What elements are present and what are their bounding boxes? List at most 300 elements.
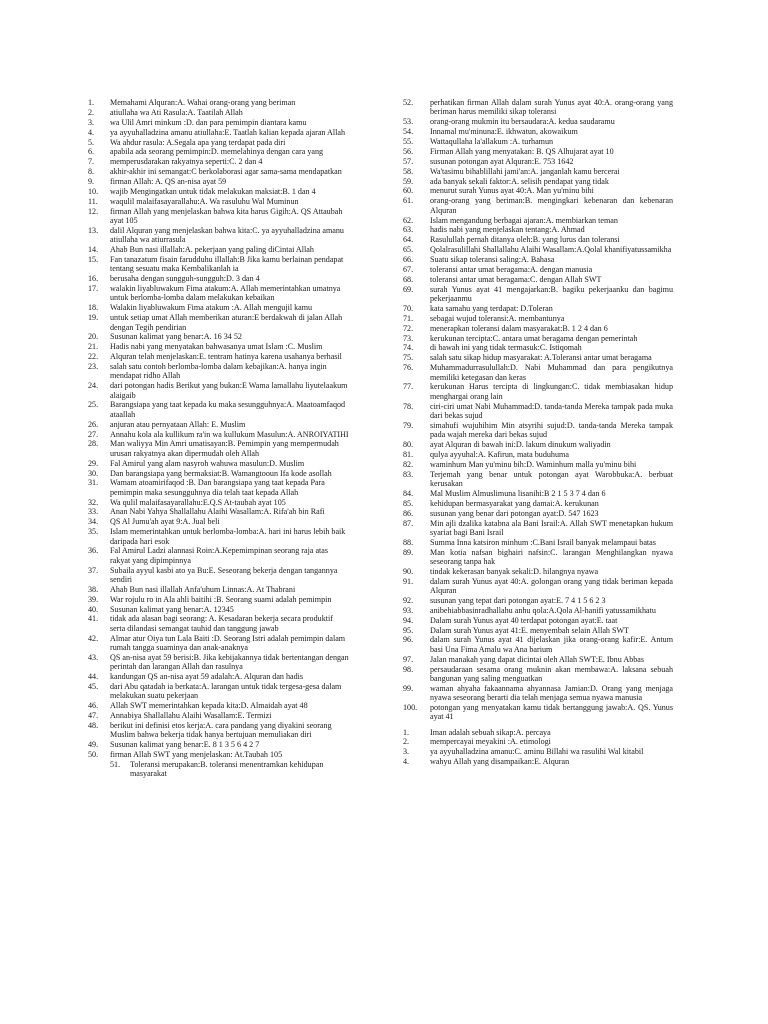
item-text: firman Allah yang menjelaskan bahwa kita harus Gigih:A. QS Attaubah ayat 105: [110, 206, 343, 226]
item-number: 25.: [88, 400, 99, 410]
list-item: [403, 196, 673, 215]
list-item: [403, 616, 673, 625]
item-text: salah satu sikap hidup masyarakat: A.Toleransi antar umat beragama: [430, 353, 652, 363]
item-number: 2.: [88, 107, 95, 117]
item-number: 73.: [403, 333, 414, 343]
list-item: [88, 750, 350, 759]
list-item: [88, 342, 350, 351]
list-item: [88, 118, 350, 127]
list-item: [88, 420, 350, 429]
list-item: [88, 197, 350, 206]
list-item: [88, 439, 350, 458]
list-item: [403, 460, 673, 469]
item-text: Ahab Bun nasi illallah:A. pekerjaan yang paling diCintai Allah: [110, 245, 314, 255]
list-item: [88, 157, 350, 166]
list-item: [88, 605, 350, 614]
list-item: [403, 186, 673, 195]
list-item: [403, 117, 673, 126]
list-item: [403, 382, 673, 401]
list-item: [88, 653, 350, 672]
item-number: 71.: [403, 313, 414, 323]
item-number: 70.: [403, 303, 414, 313]
item-text: Allah SWT memerintahkan kepada kita:D. Almaidah ayat 48: [110, 701, 308, 711]
item-number: 13.: [88, 225, 99, 235]
item-number: 96.: [403, 635, 414, 645]
item-number: 84.: [403, 488, 414, 498]
item-number: 94.: [403, 615, 414, 625]
item-number: 58.: [403, 166, 414, 176]
item-number: 18.: [88, 303, 99, 313]
item-number: 26.: [88, 419, 99, 429]
item-text: waqulil malaifasayarallahu:A. Wa rasuluhu Wal Muminun: [110, 196, 299, 206]
list-item: [88, 128, 350, 137]
item-text: toleransi antar umat beragama:C. dengan Allah SWT: [430, 274, 602, 284]
item-number: 29.: [88, 458, 99, 468]
item-text: War rojulu ro in Ala ahli baitihi :B. Seorang suami adalah pemimpin: [110, 594, 332, 604]
list-item: [88, 517, 350, 526]
item-number: 33.: [88, 507, 99, 517]
item-number: 76.: [403, 363, 414, 373]
item-number: 66.: [403, 255, 414, 265]
item-number: 83.: [403, 469, 414, 479]
item-text: dari potongan hadis Berikut yang bukan:E Wama lamallahu liyutelaakum alaigaib: [110, 381, 348, 400]
list-item: [88, 585, 350, 594]
list-item: [88, 332, 350, 341]
list-item: [403, 548, 673, 567]
list-item: [403, 324, 673, 333]
item-number: 4.: [88, 127, 95, 137]
item-number: 56.: [403, 146, 414, 156]
list-item: [403, 470, 673, 489]
item-text: Barangsiapa yang taat kepada ku maka sesungguhnya:A. Maatoamfaqod ataallah: [110, 400, 346, 419]
item-text: Rasulullah pernah ditanya oleh:B. yang lurus dan toleransi: [430, 235, 620, 245]
list-item: [403, 655, 673, 664]
item-text: orang-orang yang beriman:B. mengingkari kebenaran dan kebenaran Alquran: [430, 196, 673, 215]
item-text: Fan tanazatum fisain farudduhu illallah:B Jika kamu berlainan pendapat tentang sesuatu maka Kembalikanlah ia: [110, 255, 344, 274]
list-item: [403, 728, 673, 737]
item-number: 44.: [88, 672, 99, 682]
item-number: 57.: [403, 156, 414, 166]
item-number: 79.: [403, 420, 414, 430]
item-number: 2.: [403, 737, 410, 747]
item-number: 6.: [88, 147, 95, 157]
item-text: dari Abu qatadah ia berkata:A. larangan untuk tidak tergesa-gesa dalam melakukan suatu pekerjaan: [110, 681, 342, 701]
list-item: [403, 314, 673, 323]
list-item: [403, 402, 673, 421]
item-text: Wa ahdur rasula: A.Segala apa yang terdapat pada diri: [110, 137, 286, 147]
list-item: [88, 498, 350, 507]
right-column: [403, 98, 673, 767]
item-number: 15.: [88, 255, 99, 265]
item-text: perhatikan firman Allah dalam surah Yunus ayat 40:A. orang-orang yang beriman harus memiliki sikap toleransi: [430, 98, 673, 117]
item-text: hadis nabi yang menjelaskan tentang:A. Ahmad: [430, 225, 585, 235]
item-number: 74.: [403, 343, 414, 353]
list-item: [88, 546, 350, 565]
list-item: [403, 157, 673, 166]
item-number: 19.: [88, 313, 99, 323]
item-number: 48.: [88, 720, 99, 730]
list-item: [88, 566, 350, 585]
list-item: [88, 701, 350, 710]
item-text: orang-orang mukmin itu bersaudara:A. kedua saudaramu: [430, 117, 615, 127]
item-text: Toleransi merupakan:B. toleransi menentramkan kehidupan masyarakat: [130, 759, 324, 779]
item-number: 16.: [88, 274, 99, 284]
item-text: Dan barangsiapa yang bermaksiat:B. Wamangtooun Ifa kode asollah: [110, 468, 332, 478]
item-number: 77.: [403, 382, 414, 392]
list-item: [88, 226, 350, 245]
list-item: [88, 108, 350, 117]
list-item: [88, 507, 350, 516]
item-number: 64.: [403, 235, 414, 245]
item-number: 36.: [88, 546, 99, 556]
item-text: Susunan kalimat yang benar:E. 8 1 3 5 6 4 2 7: [110, 740, 260, 750]
item-text: Susunan kalimat yang benar:A. 12345: [110, 604, 234, 614]
item-number: 99.: [403, 683, 414, 693]
item-number: 21.: [88, 342, 99, 352]
item-number: 1.: [403, 727, 410, 737]
item-text: menurut surah Yunus ayat 40:A. Man yu'minu bihi: [430, 186, 594, 196]
item-number: 80.: [403, 440, 414, 450]
item-number: 11.: [88, 196, 98, 206]
item-number: 39.: [88, 594, 99, 604]
list-item: [403, 245, 673, 254]
right-question-list: [403, 98, 673, 722]
item-text: Qolalrasulillahi Shallallahu Alaihi Wasallam:A.Qolal khanifiyatussamikha: [430, 245, 672, 255]
item-text: di bawah ini yang tidak termasuk:C. Istiqomah: [430, 343, 582, 353]
item-text: kehidupan bermasyarakat yang damai:A. kerukunan: [430, 498, 599, 508]
item-number: 61.: [403, 196, 414, 206]
item-number: 41.: [88, 614, 99, 624]
list-item: [403, 235, 673, 244]
item-text: firman Allah: A. QS an-nisa ayat 59: [110, 177, 227, 187]
list-item: [403, 265, 673, 274]
item-text: Iman adalah sebuah sikap:A. percaya: [430, 727, 551, 737]
item-text: anjuran atau pernyataan Allah: E. Muslim: [110, 419, 246, 429]
item-number: 67.: [403, 264, 414, 274]
item-text: dalam surah Yunus ayat 40:A. golongan orang yang tidak beriman kepada Alquran: [430, 576, 673, 595]
item-text: Wa'tasimu bihablillahi jami'an:A. janganlah kamu bercerai: [430, 166, 620, 176]
item-text: Terjemah yang benar untuk potongan ayat Warobbuka:A. berbuat kerusakan: [430, 469, 673, 488]
right-sub-list: [403, 728, 673, 767]
list-item: [88, 595, 350, 604]
list-item: [403, 353, 673, 362]
item-number: 52.: [403, 98, 414, 107]
list-item: [88, 740, 350, 749]
item-text: Susunan kalimat yang benar:A. 16 34 52: [110, 332, 242, 342]
list-item: [88, 381, 350, 400]
list-item: [88, 672, 350, 681]
item-text: waman ahyaha fakaannama ahyannasa Jamian:D. Orang yang menjaga nyawa seseorang berarti dia telah menjaga semua nyawa manusia: [430, 683, 673, 703]
list-item: [88, 274, 350, 283]
list-item: [403, 216, 673, 225]
item-number: 75.: [403, 353, 414, 363]
item-text: susunan yang benar dari potongan ayat:D. 547 1623: [430, 508, 599, 518]
item-text: Firman Allah yang menyatakan: B. QS Alhujarat ayat 10: [430, 146, 614, 156]
list-item: [403, 519, 673, 538]
item-number: 34.: [88, 517, 99, 527]
list-item: [403, 304, 673, 313]
list-item: [88, 303, 350, 312]
item-number: 32.: [88, 497, 99, 507]
list-item: [403, 489, 673, 498]
list-item: [88, 207, 350, 226]
list-item: [403, 665, 673, 684]
item-text: wa Ulil Amri minkum :D. dan para pemimpin diantara kamu: [110, 117, 307, 127]
item-text: Anan Nabi Yahya Shallallahu Alaihi Wasallam:A. Rifa'ah bin Rafi: [110, 507, 325, 517]
list-item: [88, 400, 350, 419]
item-number: 5.: [88, 137, 95, 147]
item-text: Wattaqullaha la'allakum :A. turhamun: [430, 136, 554, 146]
item-text: berikut ini definisi etos kerja:A. cara pandang yang diyakini seorang Muslim bahwa bekerja tidak hanya bertujuan memuliakan diri: [110, 720, 332, 740]
item-text: Walakin liyabluwakum Fima atakum :A. Allah mengujil kamu: [110, 303, 313, 313]
list-item: [403, 98, 673, 117]
item-text: Memahami Alquran:A. Wahai orang-orang yang beriman: [110, 98, 296, 107]
item-number: 38.: [88, 584, 99, 594]
item-text: kerukunan Harus tercipta di lingkungan:C. tidak membiasakan hidup menghargai orang lain: [430, 382, 673, 401]
item-number: 42.: [88, 633, 99, 643]
item-text: anibehiabbasinradhallahu anhu qola:A.Qola Al-hanifi yatussamikhatu: [430, 605, 656, 615]
item-number: 93.: [403, 605, 414, 615]
item-number: 49.: [88, 740, 99, 750]
item-text: dalam surah Yunus ayat 41 dijelaskan jika orang-orang kafir:E. Antum basi Una Fima Amalu wa Ana barium: [430, 635, 673, 654]
list-item: [403, 703, 673, 722]
list-item: [403, 167, 673, 176]
item-text: akhir-akhir ini semangat:C berkolaborasi agar sama-sama mendapatkan: [110, 167, 342, 177]
item-text: Jalan manakah yang dapat dicintai oleh Allah SWT:E. Ibnu Abbas: [430, 654, 645, 664]
item-text: Ahab Bun nasi illallah Anfa'uhum Linnas:A. At Thabrani: [110, 584, 296, 594]
item-number: 22.: [88, 352, 99, 362]
item-number: 54.: [403, 127, 414, 137]
item-text: Dalam surah Yunus ayat 41:E. menyembah selain Allah SWT: [430, 625, 630, 635]
list-item: [88, 362, 350, 381]
item-number: 28.: [88, 439, 99, 449]
item-number: 3.: [403, 747, 410, 757]
item-number: 85.: [403, 498, 414, 508]
item-number: 90.: [403, 566, 414, 576]
item-number: 69.: [403, 284, 414, 294]
item-number: 20.: [88, 332, 99, 342]
list-item: [88, 430, 350, 439]
list-item: [403, 275, 673, 284]
item-text: QS Al Jumu'ah ayat 9:A. Jual beli: [110, 517, 220, 527]
item-text: wahyu Allah yang disampaikan:E. Alquran: [430, 757, 570, 767]
list-item: [403, 635, 673, 654]
item-text: Subaila ayyul kasbi ato ya Bu:E. Seseorang bekerja dengan tangannya sendiri: [110, 565, 338, 584]
list-item: [403, 747, 673, 756]
list-item: [88, 614, 350, 633]
item-text: Fal Amirul Ladzi alannasi Roin:A.Kepemimpinan seorang raja atas rakyat yang dipimpinnya: [110, 546, 329, 565]
list-item: [403, 137, 673, 146]
item-text: waminhum Man yu'minu bih:D. Waminhum malla yu'minu bihi: [430, 459, 637, 469]
item-number: 27.: [88, 429, 99, 439]
item-text: walakin liyabluwakum Fima atakum:A. Allah memerintahkan umatnya untuk berlomba-lomba dalam melakukan kebaikan: [110, 284, 341, 303]
list-item: [403, 757, 673, 766]
item-text: kandungan QS an-nisa ayat 59 adalah:A. Alquran dan hadis: [110, 672, 304, 682]
item-text: susunan yang tepat dari potongan ayat:E. 7 4 1 5 6 2 3: [430, 595, 606, 605]
item-text: Summa Inna katsiron minhum :C.Bani Israil banyak melampaui batas: [430, 537, 656, 547]
item-text: qulya ayyuhal:A. Kafirun, mata buduhuma: [430, 449, 569, 459]
item-number: 88.: [403, 537, 414, 547]
item-text: ciri-ciri umat Nabi Muhammad:D. tanda-tanda Mereka tampak pada muka dari bekas sujud: [430, 401, 673, 420]
item-number: 98.: [403, 664, 414, 674]
item-text: menerapkan toleransi dalam masyarakat:B. 1 2 4 dan 6: [430, 323, 608, 333]
item-text: ada banyak sekali faktor:A. selisih pendapat yang tidak: [430, 176, 609, 186]
item-text: Min ajli dzalika katabna ala Bani Israil:A. Allah SWT menetapkan hukum syariat bagi Bani Israil: [430, 518, 673, 537]
item-text: persaudaraan sesama orang muknin akan membawa:A. laksana sebuah bangunan yang saling menguatkan: [430, 664, 673, 683]
item-text: simahufi wujuhihim Min atsyrihi sujud:D. tanda-tanda Mereka tampak pada wajah mereka dari bekas sujud: [430, 420, 673, 440]
list-item: [88, 721, 350, 740]
list-item: [403, 684, 673, 703]
item-number: 45.: [88, 681, 99, 691]
item-text: Hadis nabi yang menyatakan bahwasanya umat Islam :C. Muslim: [110, 342, 323, 352]
item-text: mempercayai meyakini :A. etimologi: [430, 737, 551, 747]
item-number: 46.: [88, 701, 99, 711]
item-number: 8.: [88, 167, 95, 177]
list-item: [403, 147, 673, 156]
item-text: apabila ada seorang pemimpin:D. memelahinya dengan cara yang: [110, 147, 324, 157]
item-number: 12.: [88, 206, 99, 216]
item-number: 50.: [88, 749, 99, 759]
list-item: [403, 499, 673, 508]
item-number: 78.: [403, 401, 414, 411]
item-text: tidak ada alasan bagi seorang: A. Kesadaran bekerja secara produktif serta dilandasi semangat tauhid dan tanggung jawab: [110, 614, 333, 633]
item-text: Almar atur Oiya tun Lala Baiti :D. Seorang Istri adalah pemimpin dalam rumah tangga suaminya dan anak-anaknya: [110, 633, 346, 652]
left-column: [88, 98, 350, 779]
item-text: kata samahu yang terdapat: D.Toleran: [430, 303, 553, 313]
list-item: [88, 187, 350, 196]
list-item: [88, 469, 350, 478]
item-text: salah satu contoh berlomba-lomba dalam kebajikan:A. hanya ingin mendapat ridho Allah: [110, 362, 327, 381]
item-text: ya ayyuhalladzina amanu atiullaha:E. Taatlah kalian kepada ajaran Allah: [110, 127, 346, 137]
item-text: potongan yang menyatakan kamu tidak bertanggung jawab:A. QS. Yunus ayat 41: [430, 702, 673, 722]
item-number: 30.: [88, 468, 99, 478]
item-text: tindak kekerasan banyak sekali:D. hilangnya nyawa: [430, 566, 599, 576]
item-number: 7.: [88, 157, 95, 167]
list-item: [88, 760, 350, 779]
item-number: 53.: [403, 117, 414, 127]
item-number: 43.: [88, 652, 99, 662]
item-number: 55.: [403, 136, 414, 146]
item-text: Wa qulil malaifasayarallahu:E.Q.S At-taubah ayat 105: [110, 497, 286, 507]
item-text: ya ayyuhalladzina amanu:C. aminu Billahi wa rasulihi Wal kitabil: [430, 747, 644, 757]
item-number: 68.: [403, 274, 414, 284]
list-item: [403, 596, 673, 605]
item-number: 31.: [88, 478, 99, 488]
item-text: wajib Mengingatkan untuk tidak melakukan maksiat:B. 1 dan 4: [110, 187, 316, 197]
list-item: [88, 711, 350, 720]
list-item: [88, 478, 350, 497]
list-item: [88, 147, 350, 156]
item-text: Innamal mu'minuna:E. ikhwatun, akowaikum: [430, 127, 578, 137]
list-item: [88, 245, 350, 254]
item-text: Annabiya Shallallahu Alaihi Wasallam:E. Termizi: [110, 711, 272, 721]
item-number: 92.: [403, 595, 414, 605]
list-item: [403, 421, 673, 440]
item-number: 59.: [403, 176, 414, 186]
item-number: 62.: [403, 215, 414, 225]
item-number: 95.: [403, 625, 414, 635]
item-text: toleransi antar umat beragama:A. dengan manusia: [430, 264, 593, 274]
list-item: [403, 440, 673, 449]
list-item: [88, 255, 350, 274]
item-text: Dalam surah Yunus ayat 40 terdapat potongan ayat:E. taat: [430, 615, 618, 625]
list-item: [403, 127, 673, 136]
item-text: Fal Amirul yang alam nasyroh wahuwa masulun:D. Muslim: [110, 458, 305, 468]
list-item: [88, 167, 350, 176]
item-number: 63.: [403, 225, 414, 235]
list-item: [403, 450, 673, 459]
list-item: [88, 284, 350, 303]
item-text: Annahu kola ala kullikum ra'in wa kullukum Masulun:A. ANROIYATIHI: [110, 429, 349, 439]
item-number: 72.: [403, 323, 414, 333]
item-number: 1.: [88, 98, 95, 107]
item-number: 86.: [403, 508, 414, 518]
item-text: ayat Alquran di bawah ini:D. lakum dinukum waliyadin: [430, 440, 611, 450]
item-text: memperusdarakan rakyatnya seperti:C. 2 dan 4: [110, 157, 263, 167]
item-text: surah Yunus ayat 41 mengajarkan:B. bagiku pekerjaanku dan bagimu pekerjaanmu: [430, 284, 673, 304]
item-number: 23.: [88, 362, 99, 372]
item-number: 14.: [88, 245, 99, 255]
list-item: [403, 737, 673, 746]
list-item: [88, 313, 350, 332]
item-text: sebagai wujud toleransi:A. membantunya: [430, 313, 565, 323]
list-item: [403, 285, 673, 304]
list-item: [403, 538, 673, 547]
item-text: firman Allah SWT yang menjelaskan: At.Taubah 105: [110, 749, 283, 759]
item-number: 37.: [88, 565, 99, 575]
item-text: kerukunan tercipta:C. antara umat beragama dengan pemerintah: [430, 333, 638, 343]
list-item: [403, 225, 673, 234]
item-text: berusaha dengan sungguh-sungguh:D. 3 dan 4: [110, 274, 260, 284]
item-text: QS an-nisa ayat 59 berisi:B. Jika kebijakannya tidak bertentangan dengan perintah dan larangan Allah dan rasulnya: [110, 652, 349, 672]
item-number: 51.: [110, 759, 121, 769]
list-item: [403, 363, 673, 382]
list-item: [88, 352, 350, 361]
list-item: [88, 138, 350, 147]
item-number: 60.: [403, 186, 414, 196]
list-item: [88, 459, 350, 468]
list-item: [88, 98, 350, 107]
item-number: 91.: [403, 576, 414, 586]
list-item: [403, 255, 673, 264]
list-item: [403, 606, 673, 615]
item-text: Man waliyya Min Amri umatisayan:B. Pemimpin yang mempermudah urusan rakyatnya akan dipermudah oleh Allah: [110, 439, 339, 458]
list-item: [88, 682, 350, 701]
item-text: Wamam atoamirifaqod :B. Dan barangsiapa yang taat kepada Para pemimpin maka sesungguhnya dia telah taat kepada Allah: [110, 478, 325, 497]
item-number: 17.: [88, 284, 99, 294]
item-number: 82.: [403, 459, 414, 469]
item-text: atiullaha wa Ati Rasula:A. Taatilah Allah: [110, 107, 243, 117]
item-text: Muhammadurrasulullah:D. Nabi Muhammad dan para pengikutnya memiliki ketegasan dan keras: [430, 363, 673, 382]
item-number: 24.: [88, 381, 99, 391]
item-number: 4.: [403, 757, 410, 767]
item-text: Mal Muslim Almuslimuna lisanihi:B 2 1 5 3 7 4 dan 6: [430, 488, 606, 498]
item-text: susunan potongan ayat Alquran:E. 753 1642: [430, 156, 574, 166]
list-item: [403, 567, 673, 576]
list-item: [403, 577, 673, 596]
item-number: 9.: [88, 177, 95, 187]
item-number: 47.: [88, 711, 99, 721]
item-number: 81.: [403, 449, 414, 459]
item-number: 3.: [88, 117, 95, 127]
list-item: [403, 177, 673, 186]
item-number: 89.: [403, 547, 414, 557]
item-number: 35.: [88, 527, 99, 537]
list-item: [403, 626, 673, 635]
item-number: 97.: [403, 654, 414, 664]
list-item: [88, 527, 350, 546]
item-text: Islam mengandung berbagai ajaran:A. membiarkan teman: [430, 215, 618, 225]
